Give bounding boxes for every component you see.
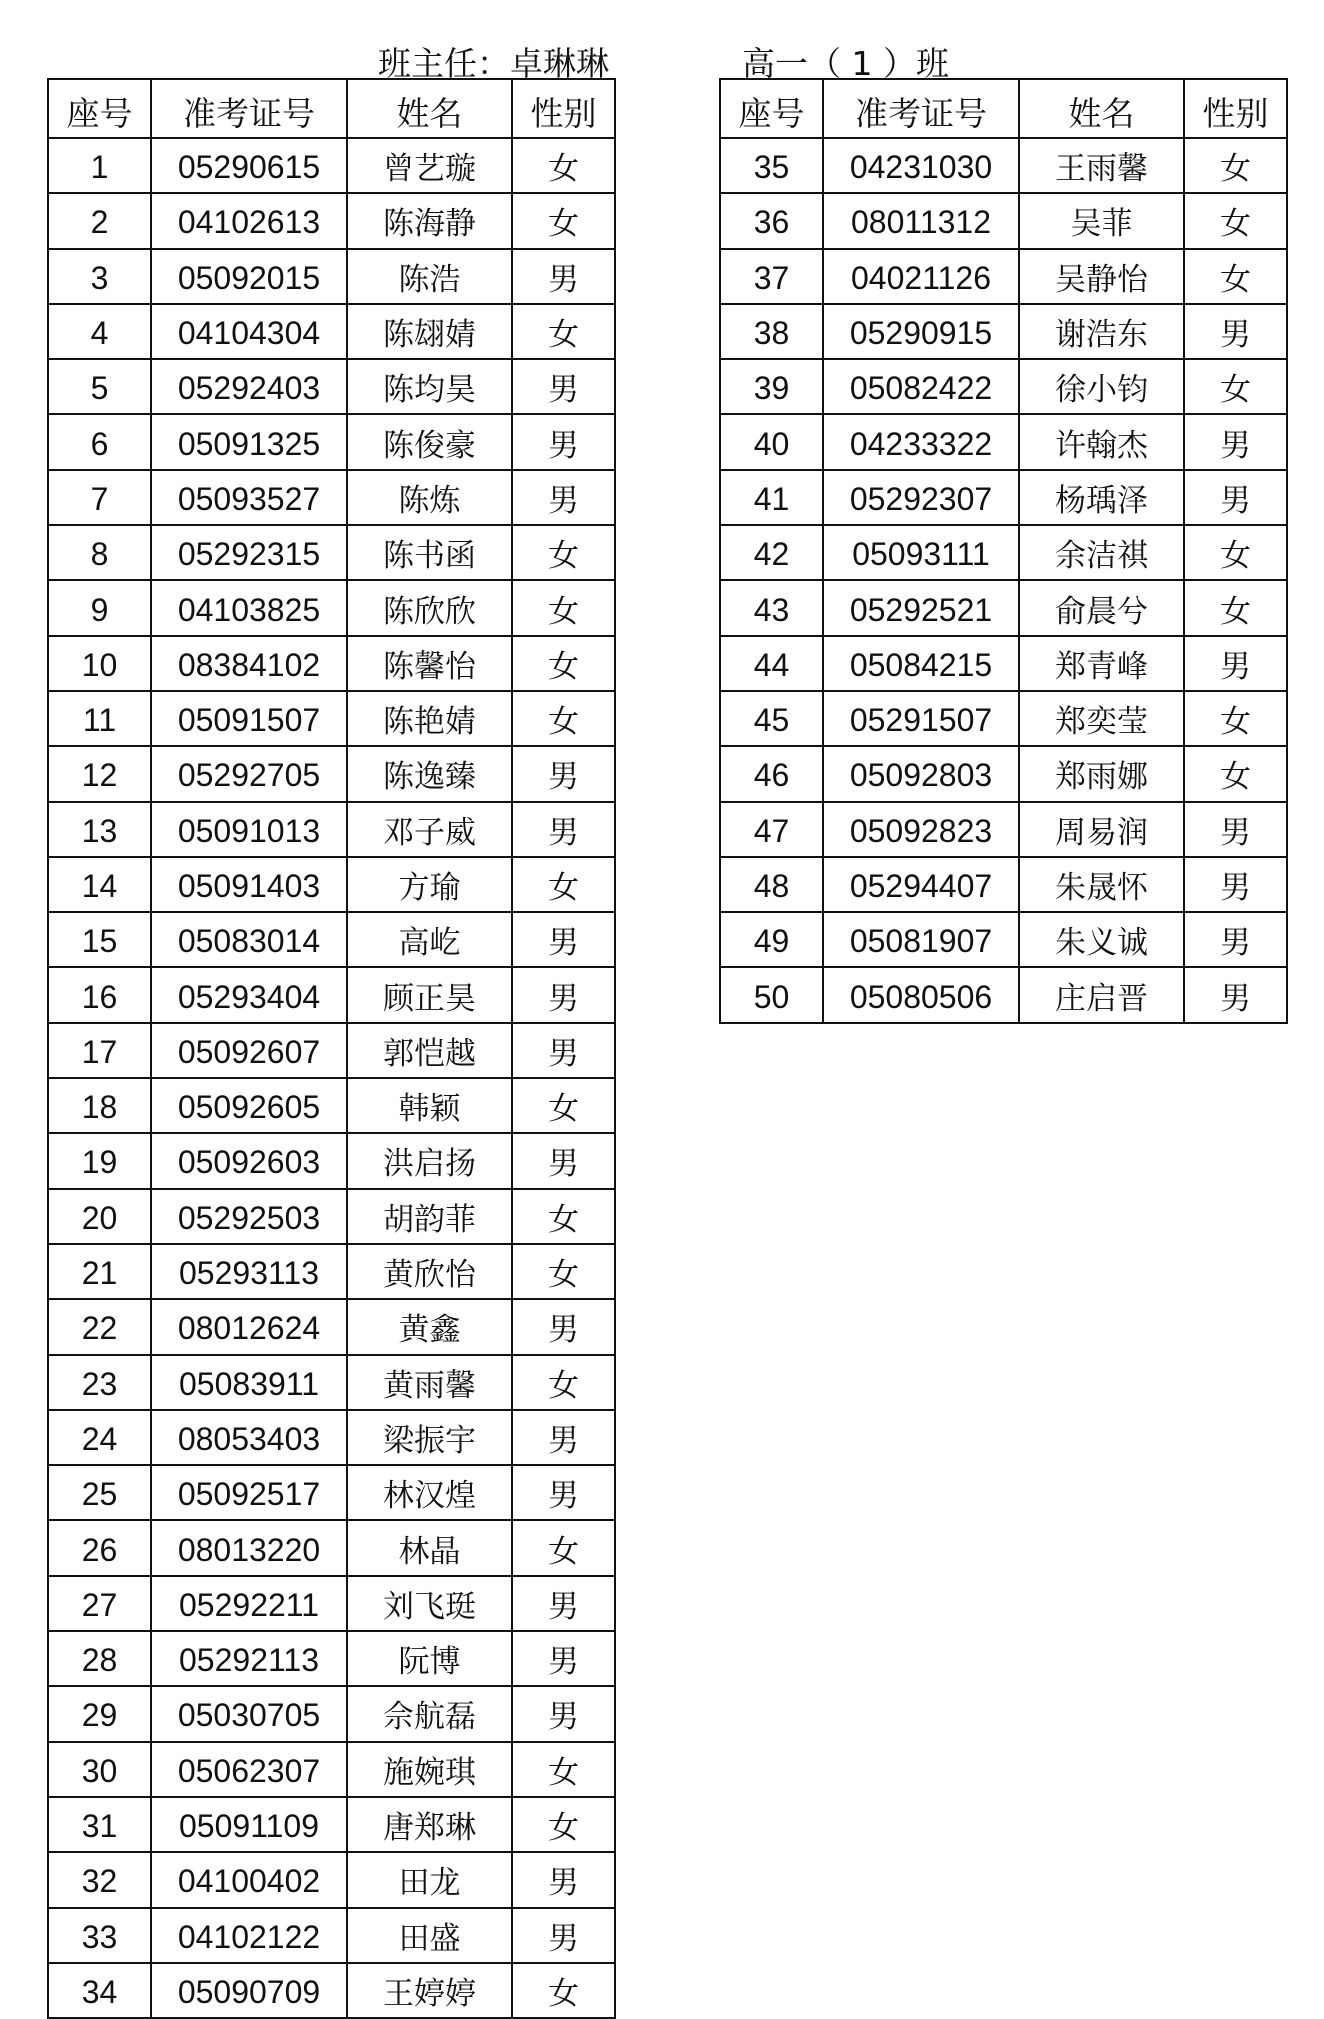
seat-cell: 43 xyxy=(720,580,823,635)
seat-cell: 10 xyxy=(48,636,151,691)
table-row xyxy=(720,193,1287,248)
name-cell: 王雨馨 xyxy=(1019,138,1184,193)
exam-id-cell: 05091109 xyxy=(151,1797,347,1852)
seat-cell: 31 xyxy=(48,1797,151,1852)
seat-cell: 18 xyxy=(48,1078,151,1133)
gender-cell: 男 xyxy=(512,1023,615,1078)
seat-cell: 8 xyxy=(48,525,151,580)
gender-cell: 男 xyxy=(512,1631,615,1686)
exam-id-cell: 05084215 xyxy=(823,636,1019,691)
table-row xyxy=(48,580,615,635)
exam-id-cell: 04103825 xyxy=(151,580,347,635)
gender-cell: 女 xyxy=(512,1189,615,1244)
exam-id-cell: 05082422 xyxy=(823,359,1019,414)
name-cell: 杨瑀泽 xyxy=(1019,470,1184,525)
seat-cell: 17 xyxy=(48,1023,151,1078)
table-row xyxy=(720,414,1287,469)
seat-cell: 22 xyxy=(48,1299,151,1354)
header-name: 姓名 xyxy=(1019,79,1184,138)
exam-id-cell: 05092605 xyxy=(151,1078,347,1133)
name-cell: 曾艺璇 xyxy=(347,138,512,193)
gender-cell: 女 xyxy=(512,1520,615,1575)
exam-id-cell: 04104304 xyxy=(151,304,347,359)
table-row xyxy=(48,1410,615,1465)
name-cell: 谢浩东 xyxy=(1019,304,1184,359)
exam-id-cell: 05092607 xyxy=(151,1023,347,1078)
seat-cell: 44 xyxy=(720,636,823,691)
exam-id-cell: 05091013 xyxy=(151,802,347,857)
name-cell: 刘飞珽 xyxy=(347,1576,512,1631)
gender-cell: 女 xyxy=(512,1742,615,1797)
name-cell: 黄雨馨 xyxy=(347,1355,512,1410)
table-row xyxy=(48,746,615,801)
name-cell: 余洁祺 xyxy=(1019,525,1184,580)
gender-cell: 女 xyxy=(1184,359,1287,414)
seat-cell: 25 xyxy=(48,1465,151,1520)
exam-id-cell: 05290615 xyxy=(151,138,347,193)
name-cell: 陈浩 xyxy=(347,249,512,304)
name-cell: 高屹 xyxy=(347,912,512,967)
gender-cell: 女 xyxy=(512,193,615,248)
seat-cell: 9 xyxy=(48,580,151,635)
table-row xyxy=(48,470,615,525)
seat-cell: 39 xyxy=(720,359,823,414)
gender-cell: 男 xyxy=(512,912,615,967)
gender-cell: 男 xyxy=(512,359,615,414)
exam-id-cell: 05292521 xyxy=(823,580,1019,635)
name-cell: 陈艳婧 xyxy=(347,691,512,746)
exam-id-cell: 05083911 xyxy=(151,1355,347,1410)
exam-id-cell: 05292315 xyxy=(151,525,347,580)
name-cell: 洪启扬 xyxy=(347,1133,512,1188)
seat-cell: 23 xyxy=(48,1355,151,1410)
table-row xyxy=(48,1631,615,1686)
exam-id-cell: 08013220 xyxy=(151,1520,347,1575)
roster-table-right xyxy=(719,78,1288,1024)
exam-id-cell: 05062307 xyxy=(151,1742,347,1797)
exam-id-cell: 05292705 xyxy=(151,746,347,801)
table-row xyxy=(720,691,1287,746)
exam-id-cell: 05292307 xyxy=(823,470,1019,525)
table-row xyxy=(48,802,615,857)
class-name: 高一（ 1 ）班 xyxy=(742,44,949,83)
exam-id-cell: 04100402 xyxy=(151,1852,347,1907)
exam-id-cell: 04231030 xyxy=(823,138,1019,193)
table-row xyxy=(48,1133,615,1188)
seat-cell: 47 xyxy=(720,802,823,857)
exam-id-cell: 05092803 xyxy=(823,746,1019,801)
table-row xyxy=(48,857,615,912)
seat-cell: 16 xyxy=(48,967,151,1022)
name-cell: 朱晟怀 xyxy=(1019,857,1184,912)
gender-cell: 女 xyxy=(1184,193,1287,248)
name-cell: 胡韵菲 xyxy=(347,1189,512,1244)
table-row xyxy=(48,1189,615,1244)
gender-cell: 男 xyxy=(1184,304,1287,359)
gender-cell: 男 xyxy=(512,249,615,304)
table-row xyxy=(48,691,615,746)
exam-id-cell: 05291507 xyxy=(823,691,1019,746)
table-row xyxy=(48,1355,615,1410)
seat-cell: 48 xyxy=(720,857,823,912)
seat-cell: 45 xyxy=(720,691,823,746)
table-row xyxy=(48,193,615,248)
seat-cell: 5 xyxy=(48,359,151,414)
roster-table-left xyxy=(47,78,616,2019)
table-row xyxy=(48,1023,615,1078)
seat-cell: 24 xyxy=(48,1410,151,1465)
header-seat: 座号 xyxy=(48,79,151,138)
name-cell: 田盛 xyxy=(347,1908,512,1963)
gender-cell: 女 xyxy=(512,1355,615,1410)
exam-id-cell: 08384102 xyxy=(151,636,347,691)
table-row xyxy=(48,1576,615,1631)
gender-cell: 男 xyxy=(512,967,615,1022)
table-row xyxy=(720,249,1287,304)
name-cell: 徐小钧 xyxy=(1019,359,1184,414)
table-header-row xyxy=(48,79,615,138)
table-row xyxy=(48,138,615,193)
table-header-row xyxy=(720,79,1287,138)
gender-cell: 男 xyxy=(1184,912,1287,967)
exam-id-cell: 05091507 xyxy=(151,691,347,746)
seat-cell: 35 xyxy=(720,138,823,193)
name-cell: 许翰杰 xyxy=(1019,414,1184,469)
seat-cell: 7 xyxy=(48,470,151,525)
gender-cell: 男 xyxy=(512,1410,615,1465)
name-cell: 陈馨怡 xyxy=(347,636,512,691)
gender-cell: 女 xyxy=(1184,746,1287,801)
gender-cell: 男 xyxy=(1184,636,1287,691)
name-cell: 陈翃婧 xyxy=(347,304,512,359)
gender-cell: 男 xyxy=(1184,857,1287,912)
name-cell: 王婷婷 xyxy=(347,1963,512,2018)
gender-cell: 女 xyxy=(512,1963,615,2018)
seat-cell: 30 xyxy=(48,1742,151,1797)
table-row xyxy=(48,1908,615,1963)
gender-cell: 女 xyxy=(512,304,615,359)
name-cell: 郑青峰 xyxy=(1019,636,1184,691)
gender-cell: 男 xyxy=(512,414,615,469)
seat-cell: 32 xyxy=(48,1852,151,1907)
gender-cell: 女 xyxy=(1184,580,1287,635)
table-row xyxy=(48,967,615,1022)
name-cell: 林晶 xyxy=(347,1520,512,1575)
name-cell: 方瑜 xyxy=(347,857,512,912)
gender-cell: 男 xyxy=(1184,802,1287,857)
table-row xyxy=(720,857,1287,912)
seat-cell: 20 xyxy=(48,1189,151,1244)
exam-id-cell: 05093527 xyxy=(151,470,347,525)
name-cell: 阮博 xyxy=(347,1631,512,1686)
name-cell: 韩颖 xyxy=(347,1078,512,1133)
name-cell: 陈均昊 xyxy=(347,359,512,414)
exam-id-cell: 05080506 xyxy=(823,967,1019,1022)
exam-id-cell: 05290915 xyxy=(823,304,1019,359)
gender-cell: 男 xyxy=(512,802,615,857)
exam-id-cell: 04233322 xyxy=(823,414,1019,469)
table-row xyxy=(48,359,615,414)
table-row xyxy=(720,304,1287,359)
exam-id-cell: 05292503 xyxy=(151,1189,347,1244)
seat-cell: 42 xyxy=(720,525,823,580)
exam-id-cell: 05293113 xyxy=(151,1244,347,1299)
exam-id-cell: 05093111 xyxy=(823,525,1019,580)
seat-cell: 46 xyxy=(720,746,823,801)
header-exam-id: 准考证号 xyxy=(151,79,347,138)
exam-id-cell: 05081907 xyxy=(823,912,1019,967)
name-cell: 田龙 xyxy=(347,1852,512,1907)
exam-id-cell: 05292403 xyxy=(151,359,347,414)
seat-cell: 27 xyxy=(48,1576,151,1631)
name-cell: 唐郑琳 xyxy=(347,1797,512,1852)
name-cell: 梁振宇 xyxy=(347,1410,512,1465)
header-gender: 性别 xyxy=(1184,79,1287,138)
name-cell: 陈俊豪 xyxy=(347,414,512,469)
homeroom-teacher: 班主任：卓琳琳 xyxy=(378,44,609,83)
table-row xyxy=(48,1686,615,1741)
seat-cell: 21 xyxy=(48,1244,151,1299)
name-cell: 吴菲 xyxy=(1019,193,1184,248)
name-cell: 顾正昊 xyxy=(347,967,512,1022)
gender-cell: 女 xyxy=(512,636,615,691)
table-row xyxy=(48,525,615,580)
name-cell: 陈海静 xyxy=(347,193,512,248)
name-cell: 陈炼 xyxy=(347,470,512,525)
name-cell: 陈欣欣 xyxy=(347,580,512,635)
table-row xyxy=(48,912,615,967)
gender-cell: 女 xyxy=(512,857,615,912)
exam-id-cell: 05083014 xyxy=(151,912,347,967)
exam-id-cell: 05091325 xyxy=(151,414,347,469)
gender-cell: 男 xyxy=(512,470,615,525)
exam-id-cell: 05293404 xyxy=(151,967,347,1022)
exam-id-cell: 05092823 xyxy=(823,802,1019,857)
name-cell: 邓子威 xyxy=(347,802,512,857)
seat-cell: 13 xyxy=(48,802,151,857)
gender-cell: 男 xyxy=(1184,414,1287,469)
name-cell: 周易润 xyxy=(1019,802,1184,857)
seat-cell: 33 xyxy=(48,1908,151,1963)
table-row xyxy=(720,138,1287,193)
gender-cell: 男 xyxy=(512,1299,615,1354)
seat-cell: 1 xyxy=(48,138,151,193)
name-cell: 郑奕莹 xyxy=(1019,691,1184,746)
exam-id-cell: 08012624 xyxy=(151,1299,347,1354)
table-row xyxy=(48,1797,615,1852)
gender-cell: 女 xyxy=(512,580,615,635)
name-cell: 庄启晋 xyxy=(1019,967,1184,1022)
table-row xyxy=(720,525,1287,580)
table-row xyxy=(720,636,1287,691)
name-cell: 陈逸臻 xyxy=(347,746,512,801)
table-row xyxy=(48,1742,615,1797)
gender-cell: 男 xyxy=(512,1133,615,1188)
gender-cell: 女 xyxy=(512,138,615,193)
gender-cell: 男 xyxy=(512,1576,615,1631)
table-row xyxy=(48,249,615,304)
gender-cell: 男 xyxy=(1184,470,1287,525)
exam-id-cell: 05294407 xyxy=(823,857,1019,912)
exam-id-cell: 08011312 xyxy=(823,193,1019,248)
seat-cell: 15 xyxy=(48,912,151,967)
seat-cell: 4 xyxy=(48,304,151,359)
table-row xyxy=(720,359,1287,414)
table-row xyxy=(720,802,1287,857)
table-row xyxy=(48,1465,615,1520)
table-row xyxy=(48,1078,615,1133)
exam-id-cell: 05090709 xyxy=(151,1963,347,2018)
name-cell: 朱义诚 xyxy=(1019,912,1184,967)
table-row xyxy=(48,1520,615,1575)
name-cell: 郑雨娜 xyxy=(1019,746,1184,801)
seat-cell: 49 xyxy=(720,912,823,967)
seat-cell: 3 xyxy=(48,249,151,304)
table-row xyxy=(720,912,1287,967)
seat-cell: 38 xyxy=(720,304,823,359)
exam-id-cell: 05092015 xyxy=(151,249,347,304)
gender-cell: 女 xyxy=(1184,525,1287,580)
name-cell: 郭恺越 xyxy=(347,1023,512,1078)
gender-cell: 女 xyxy=(1184,138,1287,193)
seat-cell: 6 xyxy=(48,414,151,469)
header-exam-id: 准考证号 xyxy=(823,79,1019,138)
exam-id-cell: 05092603 xyxy=(151,1133,347,1188)
seat-cell: 11 xyxy=(48,691,151,746)
table-row xyxy=(48,1299,615,1354)
seat-cell: 2 xyxy=(48,193,151,248)
exam-id-cell: 04102122 xyxy=(151,1908,347,1963)
seat-cell: 19 xyxy=(48,1133,151,1188)
table-row xyxy=(720,470,1287,525)
gender-cell: 女 xyxy=(1184,249,1287,304)
name-cell: 吴静怡 xyxy=(1019,249,1184,304)
name-cell: 陈书函 xyxy=(347,525,512,580)
seat-cell: 37 xyxy=(720,249,823,304)
seat-cell: 26 xyxy=(48,1520,151,1575)
seat-cell: 36 xyxy=(720,193,823,248)
gender-cell: 男 xyxy=(512,746,615,801)
name-cell: 俞晨兮 xyxy=(1019,580,1184,635)
table-row xyxy=(48,1963,615,2018)
gender-cell: 女 xyxy=(512,1797,615,1852)
exam-id-cell: 08053403 xyxy=(151,1410,347,1465)
gender-cell: 男 xyxy=(512,1465,615,1520)
gender-cell: 女 xyxy=(512,525,615,580)
seat-cell: 41 xyxy=(720,470,823,525)
name-cell: 佘航磊 xyxy=(347,1686,512,1741)
seat-cell: 40 xyxy=(720,414,823,469)
gender-cell: 女 xyxy=(512,691,615,746)
gender-cell: 男 xyxy=(512,1852,615,1907)
seat-cell: 28 xyxy=(48,1631,151,1686)
seat-cell: 14 xyxy=(48,857,151,912)
exam-id-cell: 04021126 xyxy=(823,249,1019,304)
gender-cell: 女 xyxy=(512,1244,615,1299)
header-seat: 座号 xyxy=(720,79,823,138)
exam-id-cell: 05091403 xyxy=(151,857,347,912)
exam-id-cell: 05030705 xyxy=(151,1686,347,1741)
gender-cell: 女 xyxy=(512,1078,615,1133)
table-row xyxy=(48,636,615,691)
header-name: 姓名 xyxy=(347,79,512,138)
name-cell: 施婉琪 xyxy=(347,1742,512,1797)
table-row xyxy=(720,746,1287,801)
table-row xyxy=(48,304,615,359)
exam-id-cell: 05292113 xyxy=(151,1631,347,1686)
name-cell: 黄鑫 xyxy=(347,1299,512,1354)
table-row xyxy=(48,1244,615,1299)
table-row xyxy=(720,967,1287,1022)
header-gender: 性别 xyxy=(512,79,615,138)
table-row xyxy=(48,1852,615,1907)
name-cell: 黄欣怡 xyxy=(347,1244,512,1299)
gender-cell: 女 xyxy=(1184,691,1287,746)
table-row xyxy=(720,580,1287,635)
seat-cell: 29 xyxy=(48,1686,151,1741)
exam-id-cell: 04102613 xyxy=(151,193,347,248)
seat-cell: 50 xyxy=(720,967,823,1022)
table-row xyxy=(48,414,615,469)
seat-cell: 12 xyxy=(48,746,151,801)
name-cell: 林汉煌 xyxy=(347,1465,512,1520)
gender-cell: 男 xyxy=(512,1908,615,1963)
exam-id-cell: 05292211 xyxy=(151,1576,347,1631)
gender-cell: 男 xyxy=(512,1686,615,1741)
exam-id-cell: 05092517 xyxy=(151,1465,347,1520)
gender-cell: 男 xyxy=(1184,967,1287,1022)
seat-cell: 34 xyxy=(48,1963,151,2018)
